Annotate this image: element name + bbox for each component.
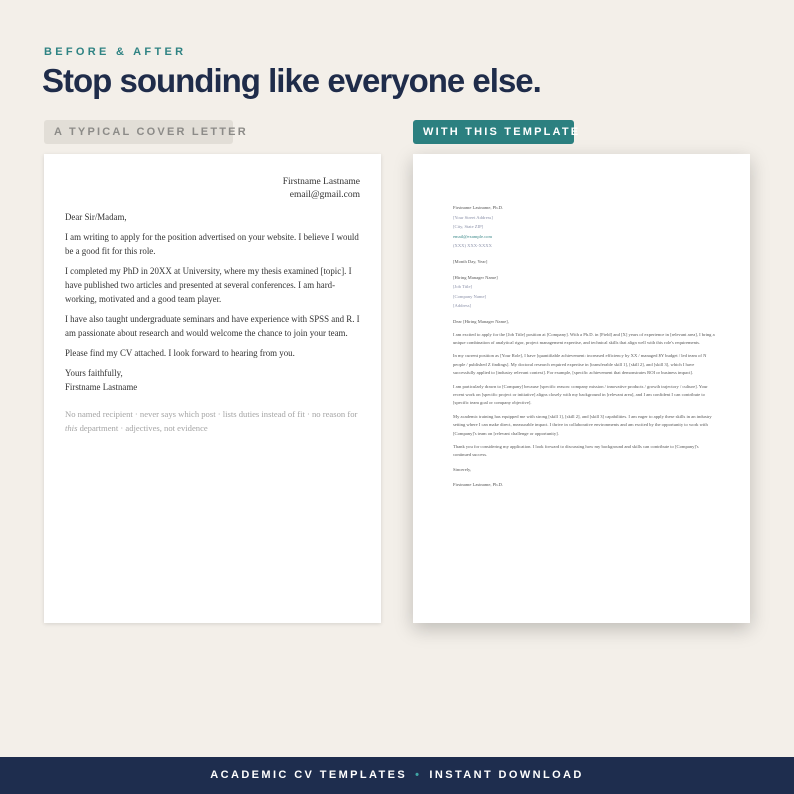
- letter-paragraph: Please find my CV attached. I look forward to hearing from you.: [65, 348, 295, 358]
- template-sender-line: [Your Street Address]: [453, 214, 493, 220]
- template-recipient-line: [Job Title]: [453, 284, 473, 290]
- signature: Firstname Lastname: [65, 382, 138, 392]
- template-paragraph: In my current position as [Your Role], I have [quantifiable achievement: increased efficiency by XX / managed $Y budget / led team of N people / published Z findings]. My doctoral research required expertise in [transferable skill 1], [skill 2], and [skill 3], which I have successfully applied to [industry relevant context]. For example, [specific achievement that demonstrates ROI or business impact].: [453, 353, 707, 376]
- footer-separator: •: [415, 769, 422, 781]
- template-paragraph: Thank you for considering my application. I look forward to discussing how my background and skills can contribute to [Company]'s continued success.: [453, 444, 699, 458]
- sender-block: [283, 176, 360, 202]
- before-tag: A TYPICAL COVER LETTER: [44, 120, 233, 144]
- template-recipient-line: [Company Name]: [453, 293, 487, 299]
- eyebrow-label: BEFORE & AFTER: [44, 46, 187, 58]
- template-paragraph: I am particularly drawn to [Company] because [specific reason: company mission / innovative products / growth trajectory / culture]. Your recent work on [specific project or initiative] aligns closely with my background in [relevant area], and I am confident I can contribute to [specific team goal or company objective].: [453, 383, 708, 406]
- template-sender-line: (XXX) XXX-XXXX: [453, 243, 492, 249]
- template-sender-line: Firstname Lastname, Ph.D.: [453, 205, 504, 210]
- template-sender-line: email@example.com: [453, 233, 493, 239]
- salutation: Dear Sir/Madam,: [65, 212, 127, 222]
- sender-name: Firstname Lastname: [282, 177, 360, 187]
- footer-right: INSTANT DOWNLOAD: [429, 769, 584, 781]
- template-cover-letter-page: [413, 154, 750, 623]
- template-sender-line: [City, State ZIP]: [453, 224, 484, 230]
- template-recipient-line: [Hiring Manager Name]: [453, 274, 498, 280]
- template-paragraph: My academic training has equipped me with strong [skill 1], [skill 2], and [skill 3] capabilities. I am eager to apply these skills in an industry setting where I can make direct, measurable impact. I thrive in collaborative environments and am excited by the opportunity to work with [Company]'s team on [relevant challenge or opportunity].: [453, 413, 712, 436]
- template-letter-body: [453, 203, 715, 490]
- typical-cover-letter-page: [44, 154, 381, 623]
- template-date: [Month Day, Year]: [453, 258, 488, 264]
- template-paragraph: I am excited to apply for the [Job Title] position at [Company]. With a Ph.D. in [Field] and [X] years of experience in [relevant area], I bring a unique combination of analytical rigor, project management expertise, and technical skills that align well with this role's requirements.: [453, 331, 715, 345]
- sender-email: email@gmail.com: [289, 190, 360, 200]
- template-recipient-line: [Address]: [453, 303, 472, 309]
- template-signature: Firstname Lastname, Ph.D.: [453, 482, 504, 488]
- critique-note: [65, 408, 360, 435]
- closing: Yours faithfully,: [65, 368, 123, 378]
- letter-paragraph: I completed my PhD in 20XX at University, where my thesis examined [topic]. I have published two articles and presented at several conferences. I am hard-working, motivated and a good team player.: [65, 266, 352, 304]
- template-sender-block: [453, 203, 715, 251]
- footer-left: ACADEMIC CV TEMPLATES: [210, 769, 408, 781]
- template-salutation: Dear [Hiring Manager Name],: [453, 318, 509, 324]
- template-paragraphs: [453, 331, 715, 460]
- letter-paragraph: I am writing to apply for the position advertised on your website. I believe I would be a good fit for this role.: [65, 232, 359, 256]
- template-recipient-block: [453, 273, 715, 311]
- page-headline: Stop sounding like everyone else.: [42, 62, 541, 99]
- template-closing: Sincerely,: [453, 466, 472, 472]
- critique-text-a: No named recipient · never says which post · lists duties instead of fit · no reason for: [65, 409, 358, 419]
- after-tag: WITH THIS TEMPLATE: [413, 120, 574, 144]
- letter-body: [65, 210, 360, 435]
- letter-paragraph: I have also taught undergraduate seminars and have experience with SPSS and R. I am passionate about research and would welcome the chance to join your team.: [65, 314, 360, 338]
- footer-banner: [0, 757, 794, 794]
- critique-text-b: department · adjectives, not evidence: [77, 422, 208, 433]
- critique-emphasis: this: [65, 422, 78, 433]
